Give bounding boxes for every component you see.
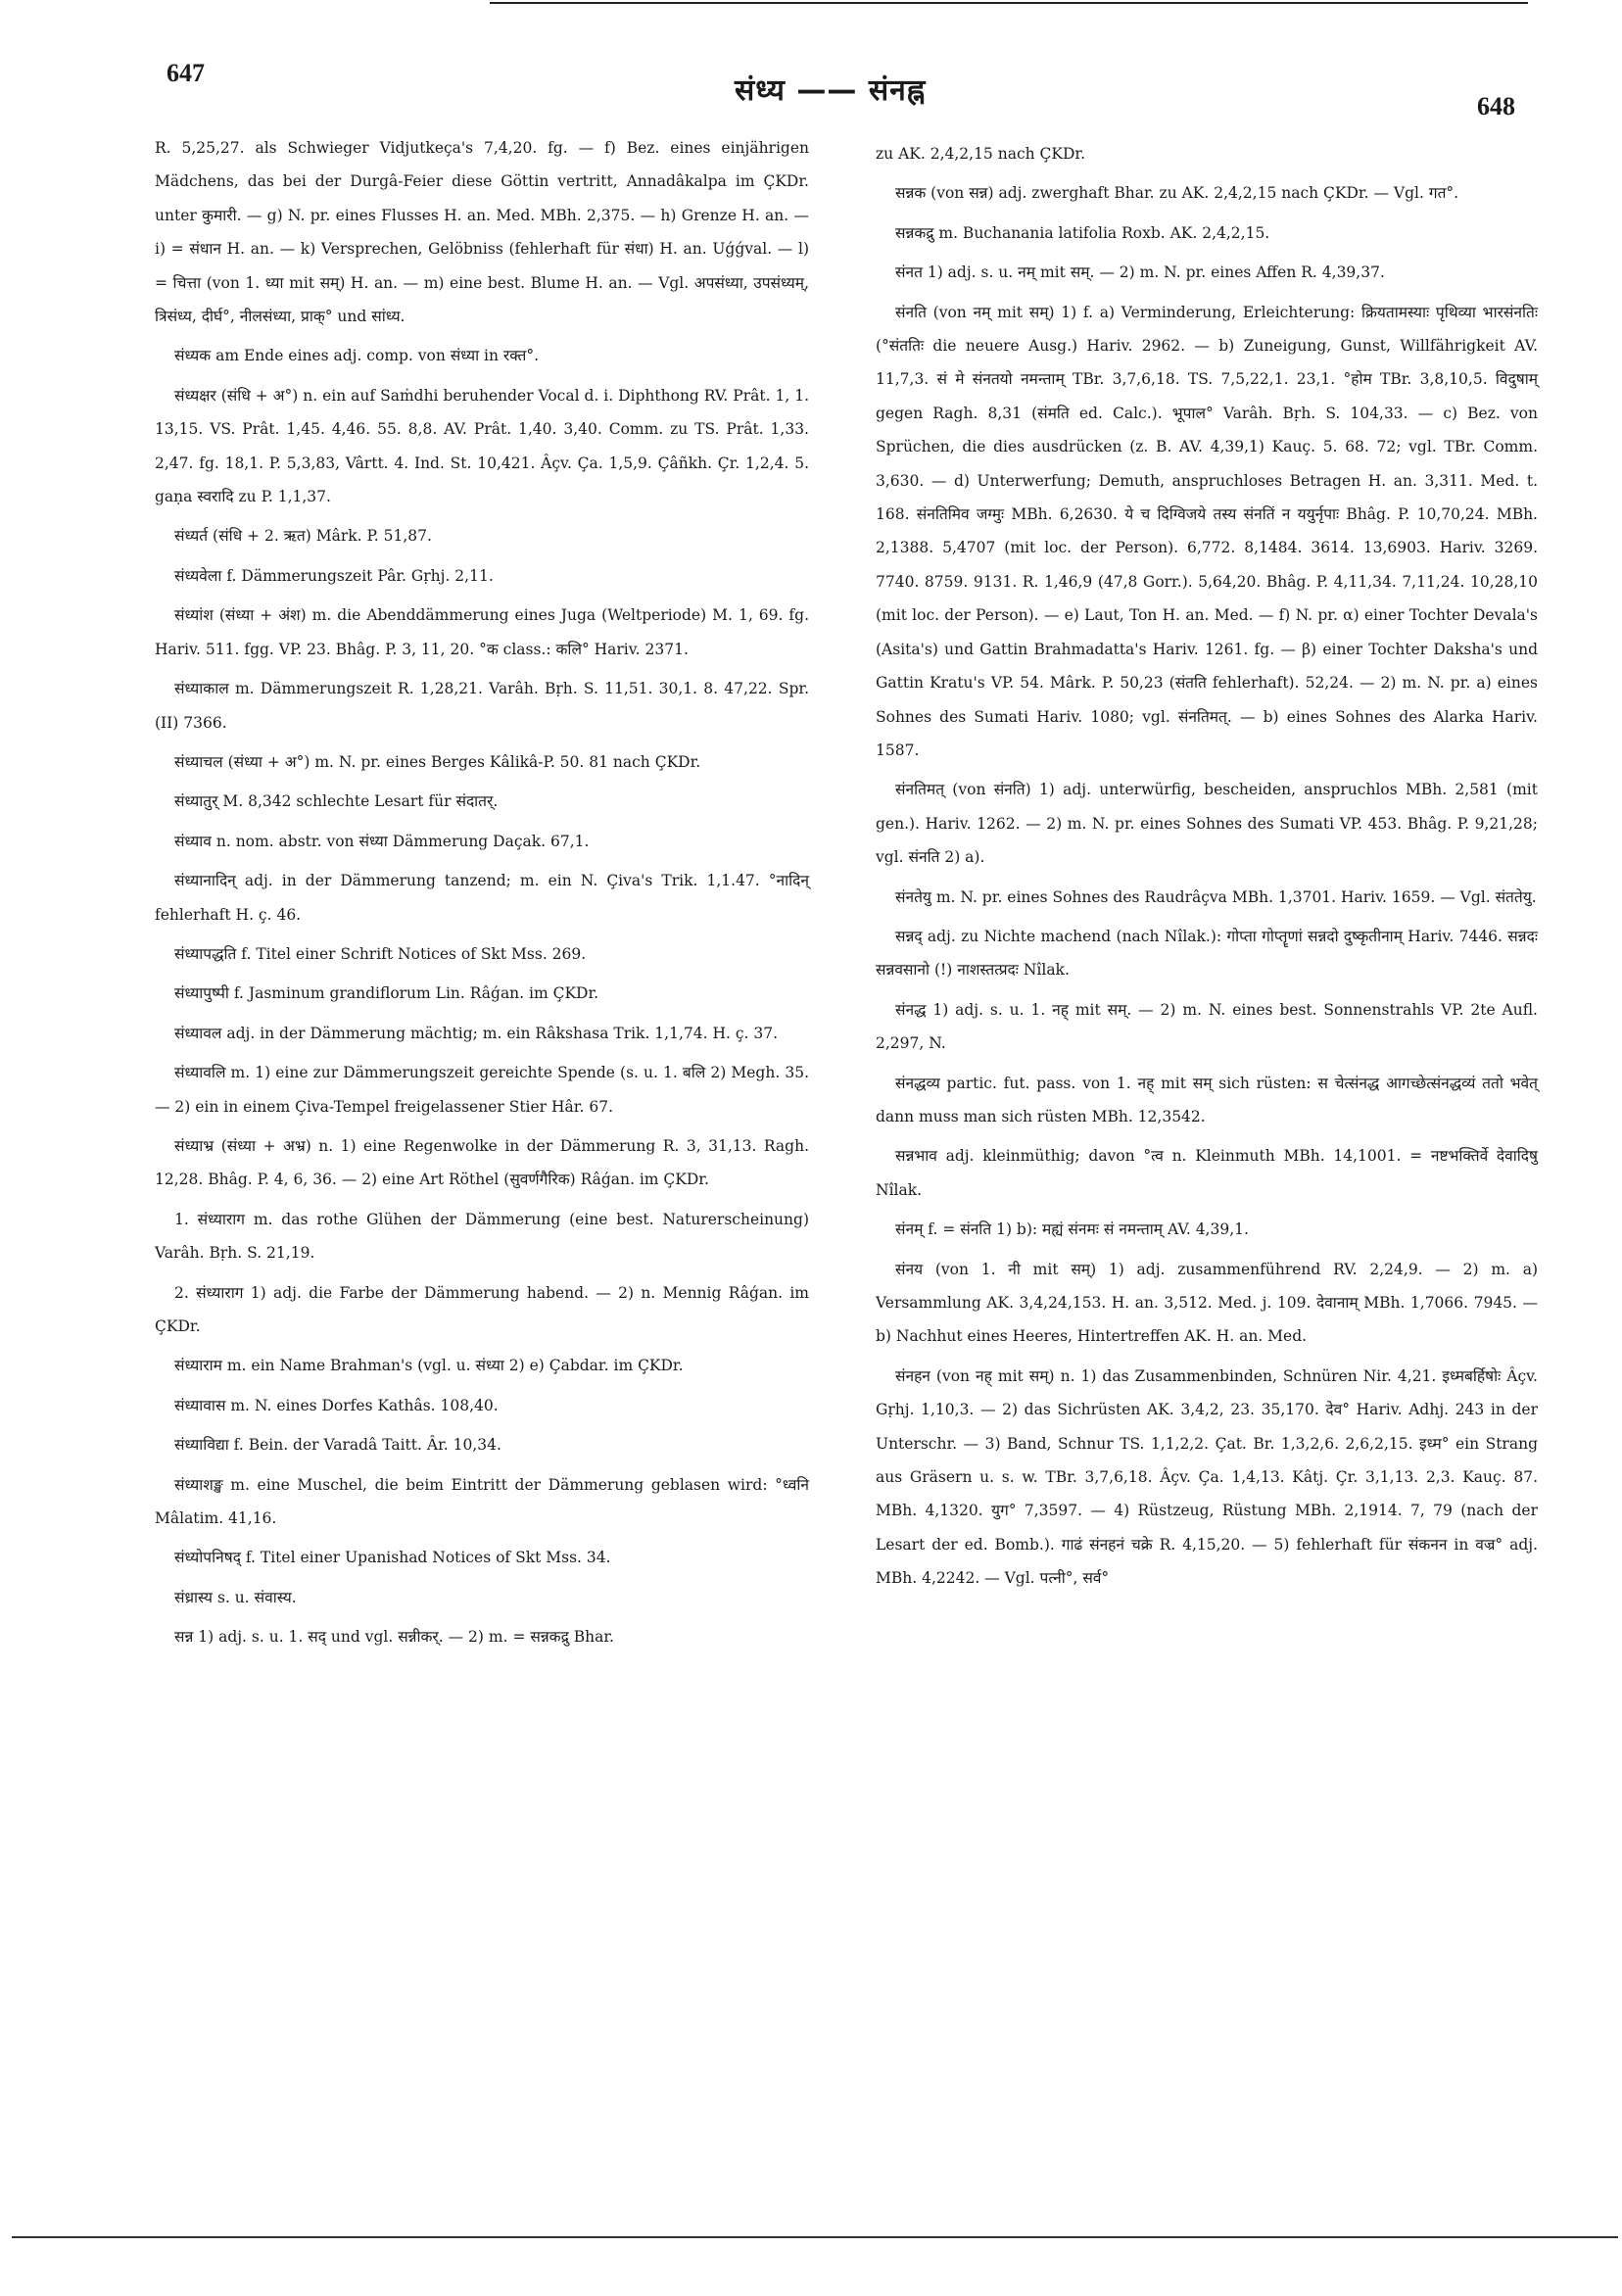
dictionary-entry: R. 5,25,27. als Schwieger Vidjutkeça's 7,4,20. fg. — f) Bez. eines einjährigen Mädchens, das bei der Durgâ-Feier diese Göttin vertritt, Annadâkalpa im ÇKDr. unter कुमारी. — g) N. pr. eines Flusses H. an. Med. MBh. 2,375. — h) Grenze H. an. — i) = संधान H. an. — k) Versprechen, Gelöbniss (fehlerhaft für संधा) H. an. Uǵǵval. — l) = चित्ता (von 1. ध्या mit सम्) H. an. — m) eine best. Blume H. an. — Vgl. अपसंध्या, उपसंध्यम्, त्रिसंध्य, दीर्घ°, नीलसंध्या, प्राक्° und सांध्य.: [155, 139, 809, 326]
top-rule: [490, 2, 1528, 4]
dictionary-entry: 2. संध्याराग 1) adj. die Farbe der Dämmerung habend. — 2) n. Mennig Râǵan. im ÇKDr.: [155, 1283, 809, 1335]
dictionary-entry: संध्याचल (संध्या + अ°) m. N. pr. eines Berges Kâlikâ-P. 50. 81 nach ÇKDr.: [174, 752, 701, 771]
dictionary-entry: संनम् f. = संनति 1) b): मह्यं संनमः सं नमन्ताम् AV. 4,39,1.: [895, 1220, 1249, 1239]
dictionary-entry: 1. संध्याराग m. das rothe Glühen der Dämmerung (eine best. Naturerscheinung) Varâh. Bṛh. S. 21,19.: [155, 1210, 809, 1263]
dictionary-entry: संनति (von नम् mit सम्) 1) f. a) Verminderung, Erleichterung: क्रियतामस्याः पृथिव्या भारसंनतिः (°संततिः die neuere Ausg.) Hariv. 2962. — b) Zuneigung, Gunst, Willfährigkeit AV. 11,7,3. सं मे संनतयो नमन्ताम् TBr. 3,7,6,18. TS. 7,5,22,1. 23,1. °होम TBr. 3,8,10,5. विदुषाम् gegen Ragh. 8,31 (संमति ed. Calc.). भूपाल° Varâh. Bṛh. S. 104,33. — c) Bez. von Sprüchen, die dies ausdrücken (z. B. AV. 4,39,1) Kauç. 5. 68. 72; vgl. TBr. Comm. 3,630. — d) Unterwerfung; Demuth, anspruchloses Betragen H. an. 3,311. Med. t. 168. संनतिमिव जग्मुः MBh. 6,2630. ये च दिग्विजये तस्य संनतिं न ययुर्नृपाः Bhâg. P. 10,70,24. MBh. 2,1388. 5,4707 (mit loc. der Person). 6,772. 8,1484. 3614. 13,6903. Hariv. 3269. 7740. 8759. 9131. R. 1,46,9 (47,8 Gorr.). 5,64,20. Bhâg. P. 4,11,34. 7,11,24. 10,28,10 (mit loc. der Person). — e) Laut, Ton H. an. Med. — f) N. pr. α) einer Tochter Devala's (Asita's) und Gattin Brahmadatta's Hariv. 1261. fg. — β) einer Tochter Daksha's und Gattin Kratu's VP. 54. Mârk. P. 50,23 (संतति fehlerhaft). 52,24. — 2) m. N. pr. a) eines Sohnes des Sumati Hariv. 1080; vgl. संनतिमत्. — b) eines Sohnes des Alarka Hariv. 1587.: [876, 303, 1538, 759]
dictionary-entry: सन्नकद्रु m. Buchanania latifolia Roxb. AK. 2,4,2,15.: [895, 223, 1270, 242]
dictionary-entry: सन्नक (von सन्न) adj. zwerghaft Bhar. zu AK. 2,4,2,15 nach ÇKDr. — Vgl. गत°.: [895, 184, 1459, 203]
dictionary-entry: संध्यातुर् M. 8,342 schlechte Lesart für संदातर्.: [174, 792, 499, 811]
dictionary-entry: सन्नभाव adj. kleinmüthig; davon °त्व n. Kleinmuth MBh. 14,1001. = नष्टभक्तिर्वे देवादिषु Nîlak.: [876, 1147, 1538, 1199]
dictionary-entry: संध्रास्य s. u. संवास्य.: [174, 1588, 297, 1606]
dictionary-entry: संनद्धव्य partic. fut. pass. von 1. नह् mit सम् sich rüsten: स चेत्संनद्ध आगच्छेत्संनद्धव्यं ततो भवेत् dann muss man sich rüsten MBh. 12,3542.: [876, 1074, 1538, 1125]
dictionary-entry: संनत 1) adj. s. u. नम् mit सम्. — 2) m. N. pr. eines Affen R. 4,39,37.: [895, 263, 1385, 282]
dictionary-entry: संध्योपनिषद् f. Titel einer Upanishad Notices of Skt Mss. 34.: [174, 1549, 611, 1567]
dictionary-entry: संध्यर्त (संधि + 2. ऋत) Mârk. P. 51,87.: [174, 527, 432, 546]
dictionary-entry: संनतेयु m. N. pr. eines Sohnes des Raudrâçva MBh. 1,3701. Hariv. 1659. — Vgl. संततेयु.: [895, 887, 1537, 906]
right-page-number: 648: [1477, 92, 1515, 120]
dictionary-entry: संध्यापुष्पी f. Jasminum grandiflorum Lin. Râǵan. im ÇKDr.: [174, 984, 599, 1003]
dictionary-entry: संध्यानादिन् adj. in der Dämmerung tanzend; m. ein N. Çiva's Trik. 1,1.47. °नादिन् fehlerhaft H. ç. 46.: [155, 872, 809, 924]
dictionary-entry: संध्याव n. nom. abstr. von संध्या Dämmerung Daçak. 67,1.: [174, 832, 590, 850]
dictionary-entry: संनतिमत् (von संनति) 1) adj. unterwürfig, bescheiden, anspruchlos MBh. 2,581 (mit gen.). Hariv. 1262. — 2) m. N. pr. eines Sohnes des Sumati VP. 453. Bhâg. P. 9,21,28; vgl. संनति 2) a).: [876, 781, 1538, 867]
left-column: [155, 131, 809, 1660]
dictionary-entry: संनद्ध 1) adj. s. u. 1. नह् mit सम्. — 2) m. N. eines best. Sonnenstrahls VP. 2te Aufl. 2,297, N.: [876, 1000, 1538, 1053]
dictionary-entry: सन्न 1) adj. s. u. 1. सद् und vgl. सन्नीकर्. — 2) m. = सन्नकद्रु Bhar.: [174, 1628, 614, 1647]
dictionary-entry: संध्यावास m. N. eines Dorfes Kathâs. 108,40.: [174, 1396, 499, 1414]
dictionary-entry: संध्याभ्र (संध्या + अभ्र) n. 1) eine Regenwolke in der Dämmerung R. 3, 31,13. Ragh. 12,28. Bhâg. P. 4, 6, 36. — 2) eine Art Röthel (सुवर्णगैरिक) Râǵan. im ÇKDr.: [155, 1136, 809, 1189]
dictionary-entry: zu AK. 2,4,2,15 nach ÇKDr.: [876, 145, 1086, 163]
dictionary-entry: संनहन (von नह् mit सम्) n. 1) das Zusammenbinden, Schnüren Nir. 4,21. इध्मबर्हिषोः Âçv. Gṛhj. 1,10,3. — 2) das Sichrüsten AK. 3,4,2, 23. 35,170. देव° Hariv. Adhj. 243 in der Unterschr. — 3) Band, Schnur TS. 1,1,2,2. Çat. Br. 1,3,2,6. 2,6,2,15. इध्म° ein Strang aus Gräsern u. s. w. TBr. 3,7,6,18. Âçv. Ça. 1,4,13. Kâtj. Çr. 3,1,13. 2,3. Kauç. 87. MBh. 4,1320. युग° 7,3597. — 4) Rüstzeug, Rüstung MBh. 2,1914. 7, 79 (nach der Lesart der ed. Bomb.). गाढं संनहनं चक्रे R. 4,15,20. — 5) fehlerhaft für संकनन in वज्र° adj. MBh. 4,2242. — Vgl. पत्नी°, सर्व°: [876, 1366, 1538, 1588]
dictionary-entry: संध्याकाल m. Dämmerungszeit R. 1,28,21. Varâh. Bṛh. S. 11,51. 30,1. 8. 47,22. Spr. (II) 7366.: [155, 680, 809, 732]
left-page-number: 647: [167, 59, 205, 87]
dictionary-entry: संध्यक am Ende eines adj. comp. von संध्या in रक्त°.: [174, 347, 540, 365]
dictionary-entry: संध्याशङ्ख m. eine Muschel, die beim Eintritt der Dämmerung geblasen wird: °ध्वनि Mâlatim. 41,16.: [155, 1475, 809, 1528]
dictionary-entry: संध्यावलि m. 1) eine zur Dämmerungszeit gereichte Spende (s. u. 1. बलि 2) Megh. 35. — 2) ein in einem Çiva-Tempel freigelassener Stier Hâr. 67.: [155, 1064, 809, 1116]
dictionary-entry: संध्याविद्या f. Bein. der Varadâ Taitt. Âr. 10,34.: [174, 1436, 501, 1455]
running-head: संध्य —— संनह्न: [735, 73, 927, 108]
dictionary-entry: संध्यांश (संध्या + अंश) m. die Abenddämmerung eines Juga (Weltperiode) M. 1, 69. fg. Hariv. 511. fgg. VP. 23. Bhâg. P. 3, 11, 20. °क class.: कलि° Hariv. 2371.: [155, 606, 809, 658]
dictionary-entry: सन्नद् adj. zu Nichte machend (nach Nîlak.): गोप्ता गोप्तॄणां सन्नदो दुष्कृतीनाम् Hariv. 7446. सन्नदः सन्नवसानो (!) नाशस्तत्प्रदः Nîlak.: [876, 927, 1538, 980]
right-column: [876, 137, 1538, 1602]
dictionary-entry: संध्यवेला f. Dämmerungszeit Pâr. Gṛhj. 2,11.: [174, 566, 494, 585]
dictionary-entry: संध्यक्षर (संधि + अ°) n. ein auf Saṁdhi beruhender Vocal d. i. Diphthong RV. Prât. 1, 1. 13,15. VS. Prât. 1,45. 4,46. 55. 8,8. AV. Prât. 1,40. 3,40. Comm. zu TS. Prât. 1,33. 2,47. fg. 18,1. P. 5,3,83, Vârtt. 4. Ind. St. 10,421. Âçv. Ça. 1,5,9. Çâñkh. Çr. 1,2,4. 5. gaṇa स्वरादि zu P. 1,1,37.: [155, 386, 809, 506]
bottom-rule: [12, 2236, 1618, 2238]
dictionary-entry: संध्याराम m. ein Name Brahman's (vgl. u. संध्या 2) e) Çabdar. im ÇKDr.: [174, 1357, 684, 1375]
dictionary-entry: संनय (von 1. नी mit सम्) 1) adj. zusammenführend RV. 2,24,9. — 2) m. a) Versammlung AK. 3,4,24,153. H. an. 3,512. Med. j. 109. देवानाम् MBh. 1,7066. 7945. — b) Nachhut eines Heeres, Hintertreffen AK. H. an. Med.: [876, 1260, 1538, 1346]
dictionary-entry: संध्यापद्धति f. Titel einer Schrift Notices of Skt Mss. 269.: [174, 944, 587, 963]
dictionary-entry: संध्यावल adj. in der Dämmerung mächtig; m. ein Râkshasa Trik. 1,1,74. H. ç. 37.: [174, 1024, 779, 1042]
